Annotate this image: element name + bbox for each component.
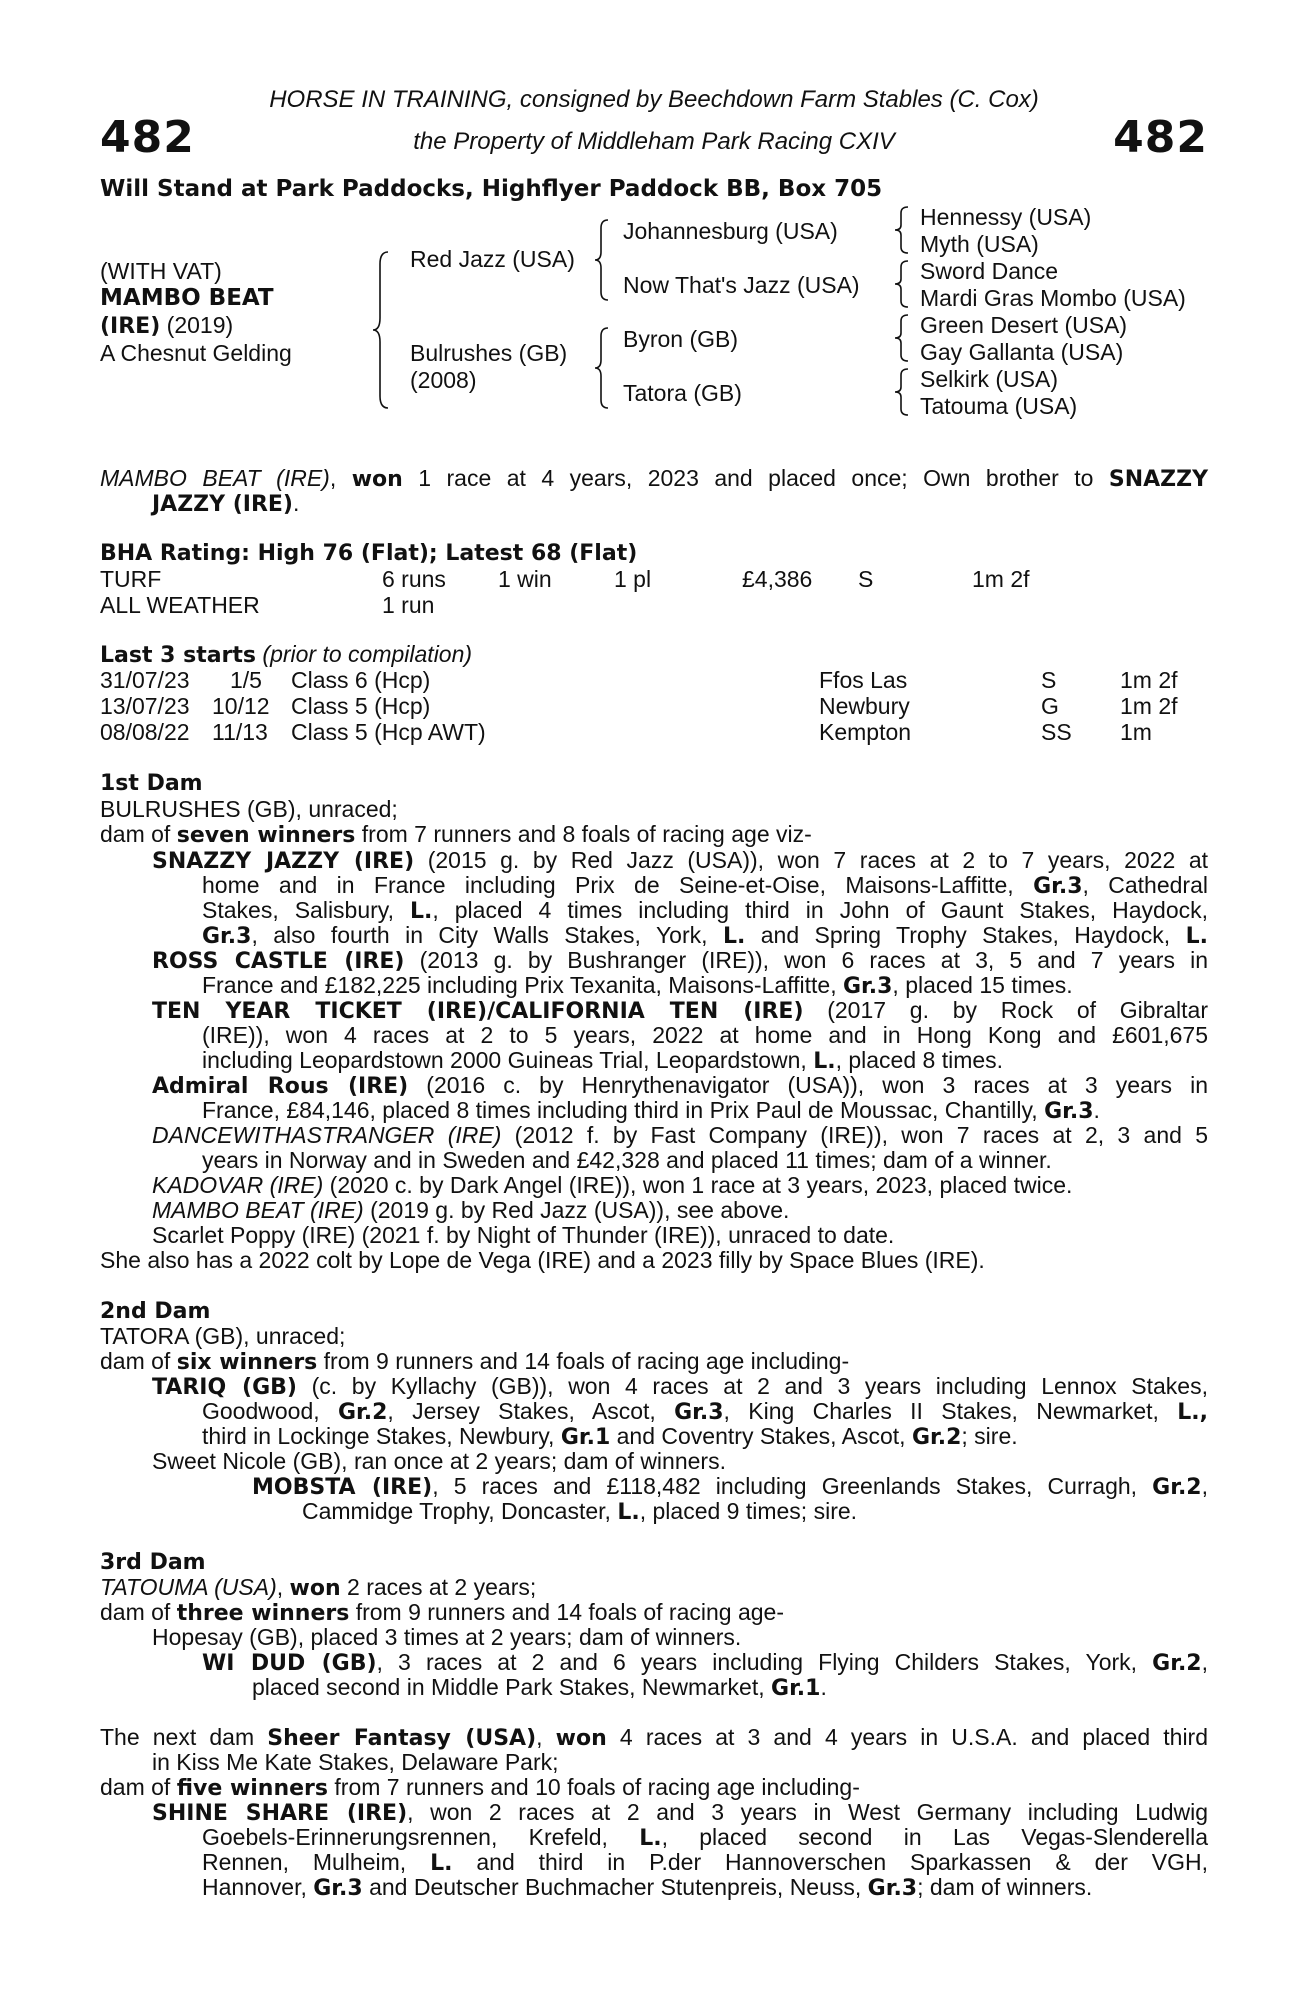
progeny-kadovar: KADOVAR (IRE) (2020 c. by Dark Angel (IRE)), won 1 race at 3 years, 2023, placed twice. <box>152 1172 1073 1198</box>
rating-surface: TURF <box>100 566 162 592</box>
sire-dam-sire: Sword Dance <box>920 258 1059 284</box>
start-distance: 1m 2f <box>1120 693 1178 719</box>
horse-name: MAMBO BEAT <box>100 285 274 311</box>
stand-location: Will Stand at Park Paddocks, Highflyer Paddock BB, Box 705 <box>100 176 883 202</box>
dam1-heading: 1st Dam <box>100 771 203 796</box>
brace-ss <box>892 205 912 255</box>
summary-line2: JAZZY (IRE). <box>152 490 300 517</box>
dam1-intro: dam of seven winners from 7 runners and 8 foals of racing age viz- <box>100 821 812 848</box>
dam1-name: BULRUSHES (GB), unraced; <box>100 796 398 822</box>
rating-wins: 1 win <box>498 566 552 592</box>
dam1-also: She also has a 2022 colt by Lope de Vega (IRE) and a 2023 filly by Space Blues (IRE). <box>100 1247 985 1273</box>
progeny-scarlet-poppy: Scarlet Poppy (IRE) (2021 f. by Night of Thunder (IRE)), unraced to date. <box>152 1222 895 1248</box>
progeny-line: including Leopardstown 2000 Guineas Trial, Leopardstown, L., placed 8 times. <box>202 1047 1004 1074</box>
progeny-line: Gr.3, also fourth in City Walls Stakes, York, L. and Spring Trophy Stakes, Haydock, L. <box>202 922 1208 949</box>
rating-going: S <box>858 566 874 592</box>
main-brace <box>370 250 394 410</box>
progeny-sweet-nicole: Sweet Nicole (GB), ran once at 2 years; dam of winners. <box>152 1448 726 1474</box>
dam2-intro: dam of six winners from 9 runners and 14 foals of racing age including- <box>100 1348 850 1375</box>
rating-places: 1 pl <box>614 566 652 592</box>
progeny-line: Hannover, Gr.3 and Deutscher Buchmacher Stutenpreis, Neuss, Gr.3; dam of winners. <box>202 1874 1093 1901</box>
vat-label: (WITH VAT) <box>100 258 222 284</box>
dam-dam: Tatora (GB) <box>623 380 742 406</box>
progeny-shine-share: SHINE SHARE (IRE), won 2 races at 2 and 3 years in West Germany including Ludwig <box>152 1799 1209 1826</box>
progeny-line: home and in France including Prix de Seine-et-Oise, Maisons-Laffitte, Gr.3, Cathedral <box>202 872 1208 899</box>
start-course: Kempton <box>819 719 912 745</box>
start-going: G <box>1041 693 1059 719</box>
start-going: SS <box>1041 719 1072 745</box>
start-distance: 1m 2f <box>1120 667 1178 693</box>
start-course: Newbury <box>819 693 910 719</box>
start-going: S <box>1041 667 1057 693</box>
next-dam: The next dam Sheer Fantasy (USA), won 4 races at 3 and 4 years in U.S.A. and placed third <box>100 1724 1209 1751</box>
rating-runs: 1 run <box>382 592 435 618</box>
progeny-line: Goebels-Erinnerungsrennen, Krefeld, L., placed second in Las Vegas-Slenderella <box>202 1824 1208 1851</box>
rating-runs: 6 runs <box>382 566 446 592</box>
start-distance: 1m <box>1120 719 1152 745</box>
sire-sire-sire: Hennessy (USA) <box>920 204 1092 230</box>
rating-surface: ALL WEATHER <box>100 592 260 618</box>
sire-brace <box>592 218 612 302</box>
start-race: Class 5 (Hcp) <box>291 693 431 719</box>
progeny-line: Goodwood, Gr.2, Jersey Stakes, Ascot, Gr.3, King Charles II Stakes, Newmarket, L., <box>202 1398 1208 1425</box>
summary-line1: MAMBO BEAT (IRE), won 1 race at 4 years, 2023 and placed once; Own brother to SNAZZY <box>100 465 1209 492</box>
progeny-admiral-rous: Admiral Rous (IRE) (2016 c. by Henrythenavigator (USA)), won 3 races at 3 years in <box>152 1072 1208 1099</box>
dam-sire-sire: Green Desert (USA) <box>920 312 1128 338</box>
sire: Red Jazz (USA) <box>410 246 575 272</box>
progeny-line: Rennen, Mulheim, L. and third in P.der Hannoverschen Sparkassen & der VGH, <box>202 1849 1208 1876</box>
next-dam-intro: dam of five winners from 7 runners and 10 foals of racing age including- <box>100 1774 860 1801</box>
progeny-line: years in Norway and in Sweden and £42,328 and placed 11 times; dam of a winner. <box>202 1147 1052 1173</box>
dam: Bulrushes (GB) <box>410 340 568 366</box>
dam-year: (2008) <box>410 367 477 393</box>
sire-dam-dam: Mardi Gras Mombo (USA) <box>920 285 1186 311</box>
dam2-name: TATORA (GB), unraced; <box>100 1323 346 1349</box>
header-property: the Property of Middleham Park Racing CXIV <box>413 128 895 155</box>
progeny-dancewithastranger: DANCEWITHASTRANGER (IRE) (2012 f. by Fast Company (IRE)), won 7 races at 2, 3 and 5 <box>152 1122 1209 1148</box>
rating-distance: 1m 2f <box>972 566 1030 592</box>
progeny-line: Stakes, Salisbury, L., placed 4 times including third in John of Gaunt Stakes, Haydock, <box>202 897 1208 924</box>
start-date: 08/08/22 <box>100 719 190 745</box>
dam3-name: TATOUMA (USA), won 2 races at 2 years; <box>100 1574 537 1601</box>
start-course: Ffos Las <box>819 667 908 693</box>
start-race: Class 5 (Hcp AWT) <box>291 719 486 745</box>
progeny-line: third in Lockinge Stakes, Newbury, Gr.1 and Coventry Stakes, Ascot, Gr.2; sire. <box>202 1423 1018 1450</box>
progeny-ten-year-ticket: TEN YEAR TICKET (IRE)/CALIFORNIA TEN (IRE) (2017 g. by Rock of Gibraltar <box>152 997 1208 1024</box>
start-date: 31/07/23 <box>100 667 190 693</box>
start-position: 11/13 <box>212 719 268 745</box>
start-race: Class 6 (Hcp) <box>291 667 431 693</box>
start-date: 13/07/23 <box>100 693 190 719</box>
progeny-line: France and £182,225 including Prix Texanita, Maisons-Laffitte, Gr.3, placed 15 times. <box>202 972 1073 999</box>
progeny-line: France, £84,146, placed 8 times including third in Prix Paul de Moussac, Chantilly, Gr.3. <box>202 1097 1100 1124</box>
progeny-ross-castle: ROSS CASTLE (IRE) (2013 g. by Bushranger (IRE)), won 6 races at 3, 5 and 7 years in <box>152 947 1208 974</box>
sire-sire: Johannesburg (USA) <box>623 218 838 244</box>
sire-dam: Now That's Jazz (USA) <box>623 272 860 298</box>
dam3-heading: 3rd Dam <box>100 1550 206 1575</box>
bha-rating: BHA Rating: High 76 (Flat); Latest 68 (Flat) <box>100 541 638 566</box>
dam-dam-dam: Tatouma (USA) <box>920 393 1078 419</box>
lot-number-right: 482 <box>1113 112 1208 163</box>
rating-prize: £4,386 <box>742 566 813 592</box>
start-position: 1/5 <box>230 667 262 693</box>
brace-dd <box>892 367 912 417</box>
last-starts-heading: Last 3 starts (prior to compilation) <box>100 641 473 668</box>
start-position: 10/12 <box>212 693 270 719</box>
lot-number-left: 482 <box>100 112 195 163</box>
dam-dam-sire: Selkirk (USA) <box>920 366 1059 392</box>
sire-sire-dam: Myth (USA) <box>920 231 1039 257</box>
progeny-mobsta: MOBSTA (IRE), 5 races and £118,482 including Greenlands Stakes, Curragh, Gr.2, <box>252 1473 1208 1500</box>
progeny-wi-dud: WI DUD (GB), 3 races at 2 and 6 years including Flying Childers Stakes, York, Gr.2, <box>202 1649 1208 1676</box>
horse-country-year: (IRE) (2019) <box>100 312 234 339</box>
dam2-heading: 2nd Dam <box>100 1299 211 1324</box>
brace-sd <box>892 259 912 309</box>
progeny-snazzy-jazzy: SNAZZY JAZZY (IRE) (2015 g. by Red Jazz (USA)), won 7 races at 2 to 7 years, 2022 at <box>152 847 1209 874</box>
brace-ds <box>892 313 912 363</box>
dam-sire: Byron (GB) <box>623 326 739 352</box>
progeny-line: Cammidge Trophy, Doncaster, L., placed 9 times; sire. <box>302 1498 858 1525</box>
horse-description: A Chesnut Gelding <box>100 340 292 366</box>
progeny-line: placed second in Middle Park Stakes, Newmarket, Gr.1. <box>252 1674 827 1701</box>
progeny-tariq: TARIQ (GB) (c. by Kyllachy (GB)), won 4 races at 2 and 3 years including Lennox Stakes, <box>152 1373 1208 1400</box>
header-consignor: HORSE IN TRAINING, consigned by Beechdown Farm Stables (C. Cox) <box>269 86 1039 113</box>
progeny-line: (IRE)), won 4 races at 2 to 5 years, 2022 at home and in Hong Kong and £601,675 <box>202 1022 1208 1048</box>
progeny-mambo-beat: MAMBO BEAT (IRE) (2019 g. by Red Jazz (USA)), see above. <box>152 1197 790 1223</box>
next-dam-line: in Kiss Me Kate Stakes, Delaware Park; <box>152 1749 559 1775</box>
dam-sire-dam: Gay Gallanta (USA) <box>920 339 1124 365</box>
catalogue-page <box>100 0 1208 2000</box>
progeny-hopesay: Hopesay (GB), placed 3 times at 2 years; dam of winners. <box>152 1624 742 1650</box>
dam3-intro: dam of three winners from 9 runners and 14 foals of racing age- <box>100 1599 784 1626</box>
dam-brace <box>592 326 612 410</box>
